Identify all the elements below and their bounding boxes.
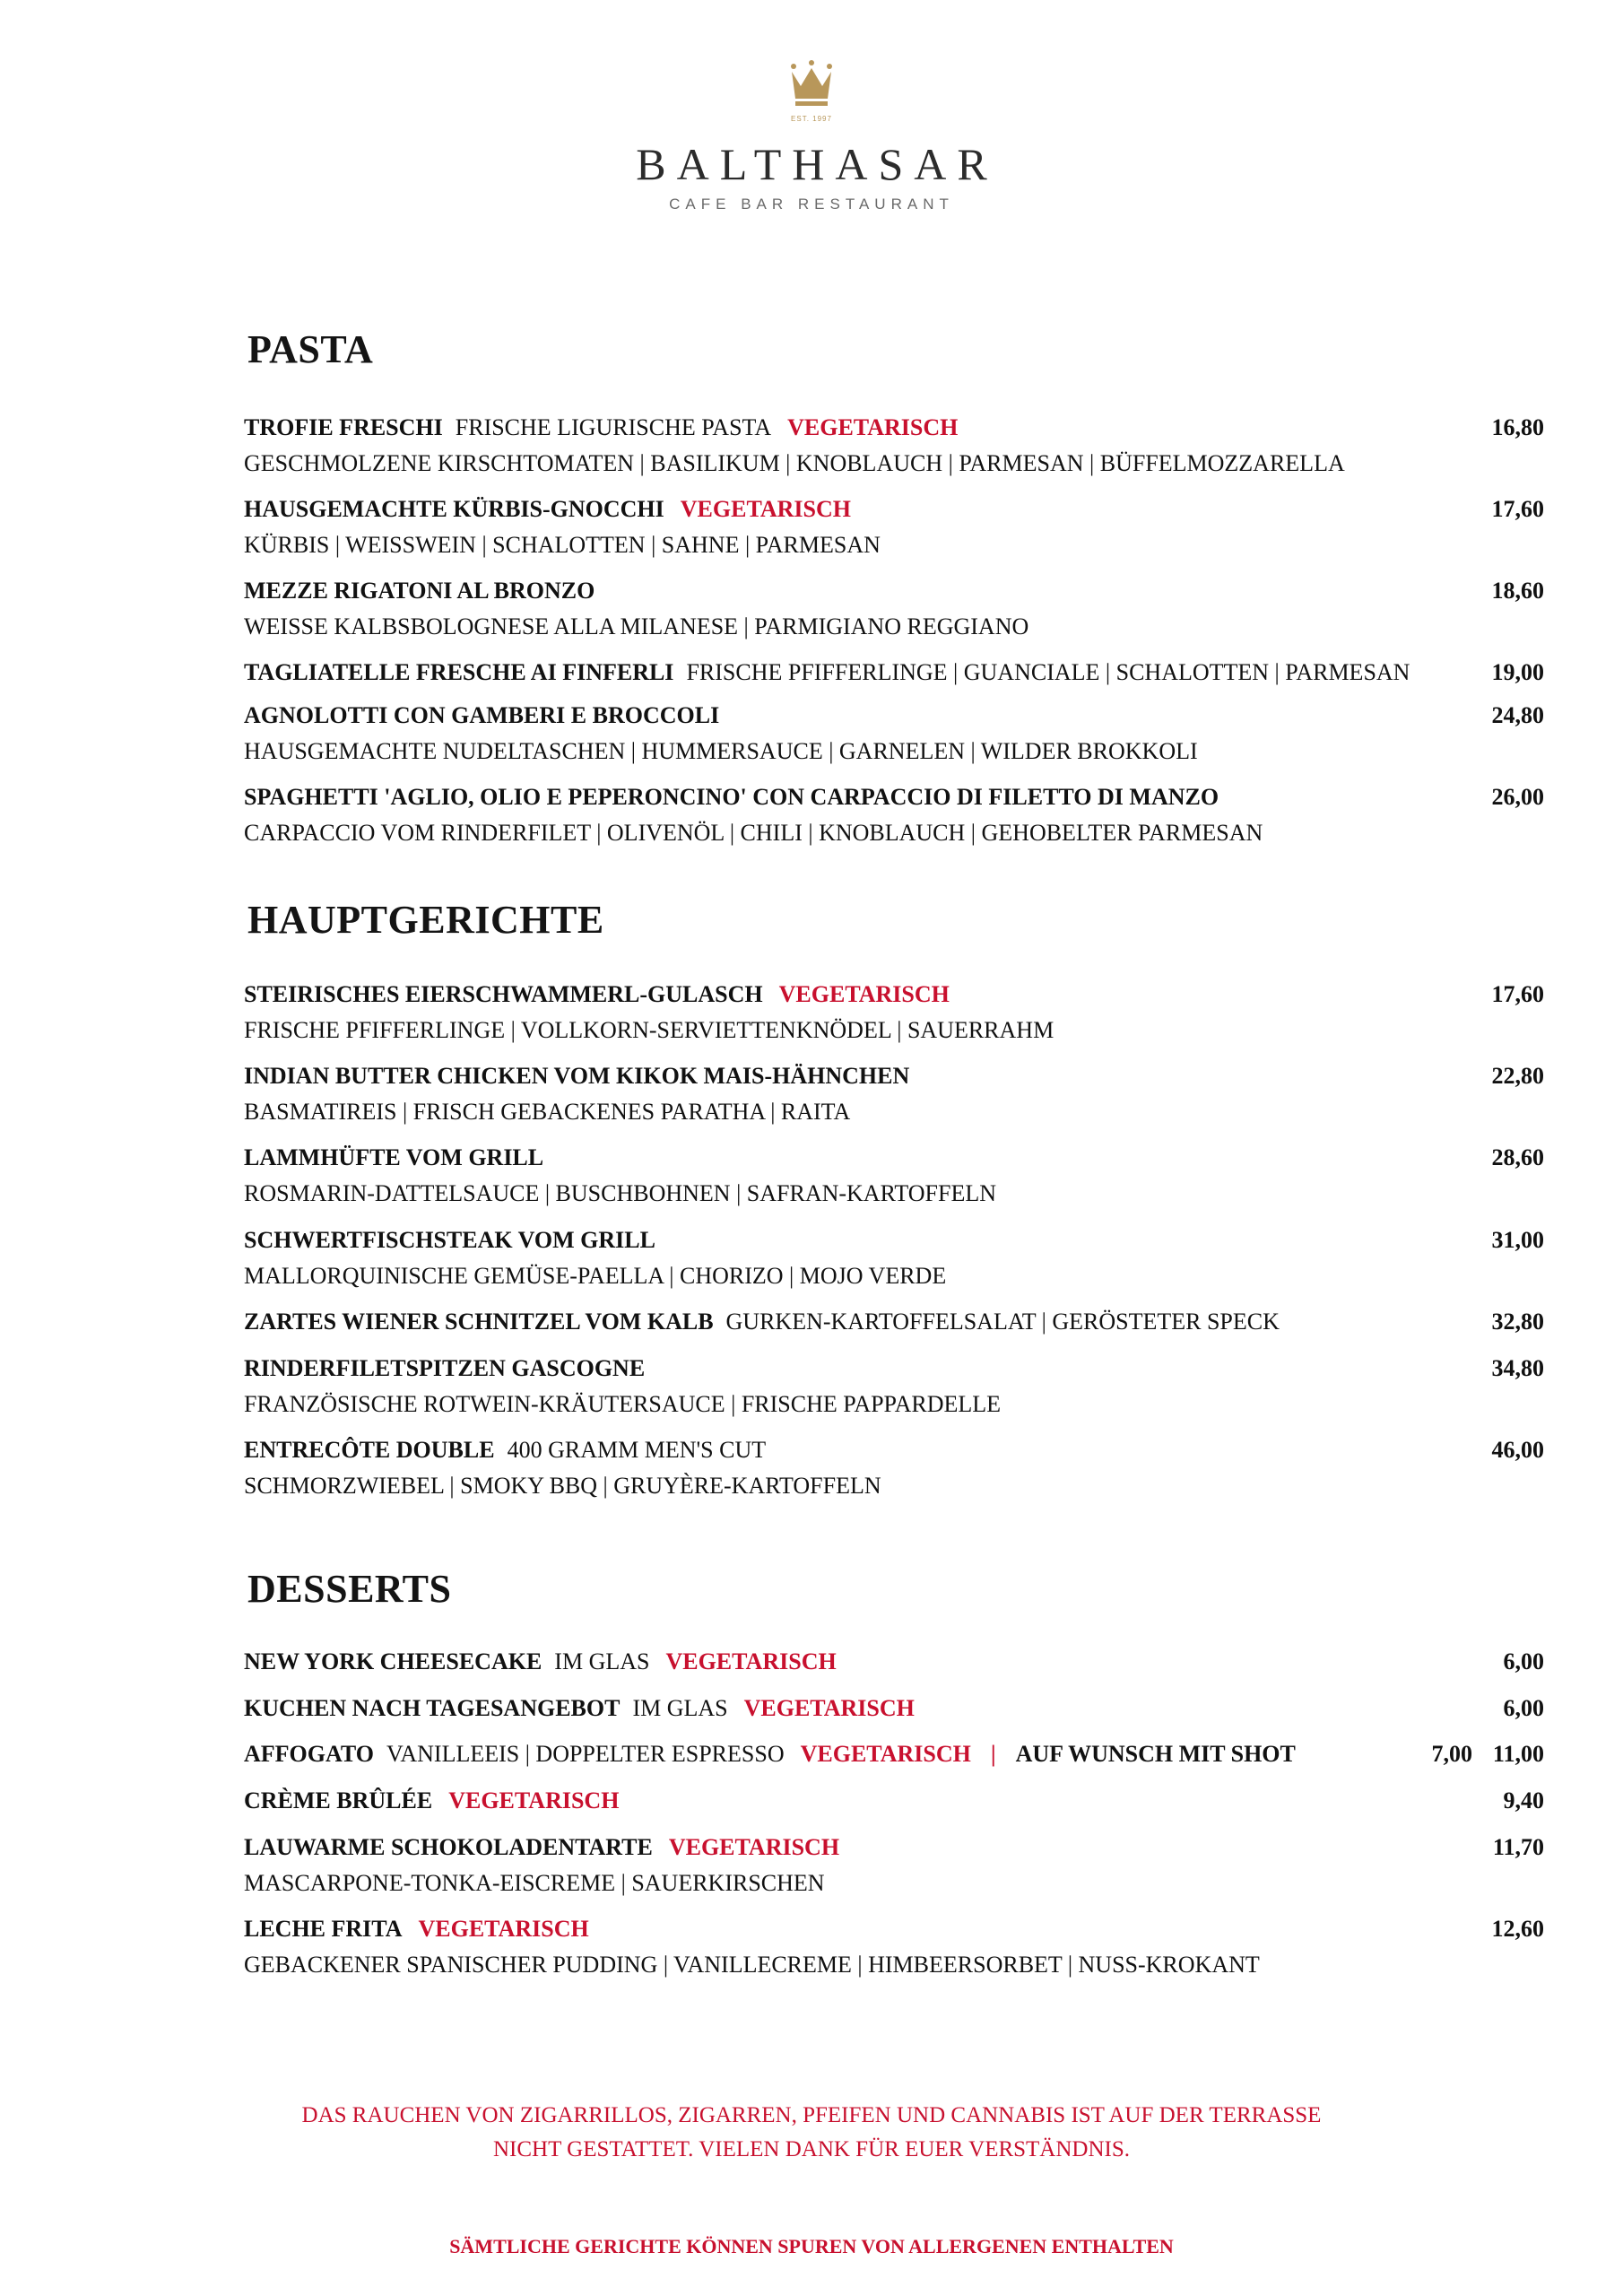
menu-item — [244, 413, 1544, 479]
item-desc: IM GLAS — [632, 1695, 728, 1721]
vegetarian-tag: VEGETARISCH — [680, 496, 852, 522]
item-details: GEBACKENER SPANISCHER PUDDING | VANILLECREME | HIMBEERSORBET | NUSS-KROKANT — [244, 1952, 1260, 1978]
item-price: 46,00 — [1491, 1437, 1544, 1463]
item-desc: GURKEN-KARTOFFELSALAT | GERÖSTETER SPECK — [725, 1309, 1280, 1335]
menu-item — [244, 576, 1544, 642]
menu-item — [244, 1143, 1544, 1209]
item-name: ZARTES WIENER SCHNITZEL VOM KALB — [244, 1309, 714, 1335]
separator: | — [990, 1741, 996, 1767]
est-year: EST. 1997 — [791, 115, 832, 123]
menu-item — [244, 1914, 1544, 1980]
item-price: 28,60 — [1491, 1144, 1544, 1170]
section-title-desserts: DESSERTS — [247, 1567, 452, 1611]
item-desc: FRISCHE LIGURISCHE PASTA — [455, 414, 772, 440]
item-price: 34,80 — [1491, 1355, 1544, 1381]
menu-item — [244, 494, 1544, 561]
item-price: 17,60 — [1491, 496, 1544, 522]
item-desc: VANILLEEIS | DOPPELTER ESPRESSO — [386, 1741, 785, 1767]
menu-item — [244, 1832, 1544, 1899]
item-price: 26,00 — [1491, 784, 1544, 810]
item-desc: FRISCHE PFIFFERLINGE | GUANCIALE | SCHALOTTEN | PARMESAN — [686, 659, 1410, 685]
item-price: 11,70 — [1492, 1834, 1544, 1860]
menu-item — [244, 1739, 1544, 1770]
item-details: CARPACCIO VOM RINDERFILET | OLIVENÖL | CHILI | KNOBLAUCH | GEHOBELTER PARMESAN — [244, 820, 1263, 846]
item-name: AGNOLOTTI CON GAMBERI E BROCCOLI — [244, 702, 720, 728]
item-details: WEISSE KALBSBOLOGNESE ALLA MILANESE | PARMIGIANO REGGIANO — [244, 613, 1029, 639]
menu-item — [244, 782, 1544, 848]
menu-item — [244, 1693, 1544, 1724]
item-price: 31,00 — [1491, 1227, 1544, 1253]
item-name: NEW YORK CHEESECAKE — [244, 1648, 542, 1674]
item-price: 17,60 — [1491, 981, 1544, 1007]
smoking-notice-line-2: NICHT GESTATTET. VIELEN DANK FÜR EUER VERSTÄNDNIS. — [492, 2137, 1131, 2161]
item-price: 11,00 — [1492, 1741, 1544, 1767]
item-name: STEIRISCHES EIERSCHWAMMERL-GULASCH — [244, 981, 763, 1007]
item-price: 22,80 — [1491, 1063, 1544, 1089]
item-price: 6,00 — [1503, 1648, 1544, 1674]
item-name: HAUSGEMACHTE KÜRBIS-GNOCCHI — [244, 496, 664, 522]
allergen-notice: SÄMTLICHE GERICHTE KÖNNEN SPUREN VON ALLERGENEN ENTHALTEN — [449, 2235, 1174, 2257]
item-price-without-shot: 7,00 — [1431, 1741, 1472, 1767]
item-price: 9,40 — [1503, 1787, 1544, 1813]
item-details: KÜRBIS | WEISSWEIN | SCHALOTTEN | SAHNE | PARMESAN — [244, 532, 881, 558]
item-details: MASCARPONE-TONKA-EISCREME | SAUERKIRSCHEN — [244, 1870, 825, 1896]
menu-item — [244, 979, 1544, 1046]
smoking-notice-line-1: DAS RAUCHEN VON ZIGARRILLOS, ZIGARREN, PFEIFEN UND CANNABIS IST AUF DER TERRASSE — [301, 2103, 1322, 2127]
item-name: INDIAN BUTTER CHICKEN VOM KIKOK MAIS-HÄHNCHEN — [244, 1063, 910, 1089]
item-name: LAMMHÜFTE VOM GRILL — [244, 1144, 544, 1170]
vegetarian-tag: VEGETARISCH — [800, 1741, 971, 1767]
item-details: BASMATIREIS | FRISCH GEBACKENES PARATHA | RAITA — [244, 1099, 851, 1125]
item-name: LAUWARME SCHOKOLADENTARTE — [244, 1834, 653, 1860]
smoking-notice — [0, 2099, 1623, 2167]
menu-item — [244, 1307, 1544, 1337]
item-price: 24,80 — [1491, 702, 1544, 728]
item-name: AFFOGATO — [244, 1741, 374, 1767]
item-price: 6,00 — [1503, 1695, 1544, 1721]
menu-item — [244, 1786, 1544, 1816]
menu-item — [244, 700, 1544, 767]
item-name: TAGLIATELLE FRESCHE AI FINFERLI — [244, 659, 674, 685]
item-name: ENTRECÔTE DOUBLE — [244, 1437, 495, 1463]
item-name: TROFIE FRESCHI — [244, 414, 443, 440]
section-title-hauptgerichte: HAUPTGERICHTE — [247, 898, 604, 942]
vegetarian-tag: VEGETARISCH — [665, 1648, 837, 1674]
item-price: 16,80 — [1491, 414, 1544, 440]
item-details: FRANZÖSISCHE ROTWEIN-KRÄUTERSAUCE | FRISCHE PAPPARDELLE — [244, 1391, 1002, 1417]
item-details: FRISCHE PFIFFERLINGE | VOLLKORN-SERVIETTENKNÖDEL | SAUERRAHM — [244, 1017, 1055, 1043]
vegetarian-tag: VEGETARISCH — [787, 414, 959, 440]
item-name: RINDERFILETSPITZEN GASCOGNE — [244, 1355, 646, 1381]
menu-item — [244, 657, 1544, 688]
vegetarian-tag: VEGETARISCH — [668, 1834, 840, 1860]
restaurant-header — [0, 59, 1623, 213]
crown-logo-icon — [788, 59, 835, 113]
section-title-pasta: PASTA — [247, 327, 374, 371]
item-details: MALLORQUINISCHE GEMÜSE-PAELLA | CHORIZO | MOJO VERDE — [244, 1263, 947, 1289]
item-price: 32,80 — [1491, 1309, 1544, 1335]
vegetarian-tag: VEGETARISCH — [743, 1695, 915, 1721]
item-details: ROSMARIN-DATTELSAUCE | BUSCHBOHNEN | SAFRAN-KARTOFFELN — [244, 1180, 997, 1206]
vegetarian-tag: VEGETARISCH — [448, 1787, 620, 1813]
item-price: 19,00 — [1491, 659, 1544, 685]
vegetarian-tag: VEGETARISCH — [418, 1916, 589, 1942]
vegetarian-tag: VEGETARISCH — [778, 981, 950, 1007]
item-price: 18,60 — [1491, 578, 1544, 604]
menu-item — [244, 1353, 1544, 1420]
menu-item — [244, 1435, 1544, 1501]
item-desc: IM GLAS — [554, 1648, 650, 1674]
item-name: KUCHEN NACH TAGESANGEBOT — [244, 1695, 621, 1721]
brand-name: BALTHASAR — [636, 139, 998, 189]
item-details: HAUSGEMACHTE NUDELTASCHEN | HUMMERSAUCE | GARNELEN | WILDER BROKKOLI — [244, 738, 1198, 764]
item-name: MEZZE RIGATONI AL BRONZO — [244, 578, 595, 604]
item-option: AUF WUNSCH MIT SHOT — [1015, 1741, 1296, 1767]
item-name: SCHWERTFISCHSTEAK VOM GRILL — [244, 1227, 655, 1253]
menu-item — [244, 1647, 1544, 1677]
item-name: CRÈME BRÛLÉE — [244, 1787, 433, 1813]
item-name: SPAGHETTI 'AGLIO, OLIO E PEPERONCINO' CON CARPACCIO DI FILETTO DI MANZO — [244, 784, 1219, 810]
item-price: 12,60 — [1491, 1916, 1544, 1942]
item-desc: 400 GRAMM MEN'S CUT — [507, 1437, 767, 1463]
item-details: SCHMORZWIEBEL | SMOKY BBQ | GRUYÈRE-KARTOFFELN — [244, 1473, 881, 1499]
item-details: GESCHMOLZENE KIRSCHTOMATEN | BASILIKUM | KNOBLAUCH | PARMESAN | BÜFFELMOZZARELLA — [244, 450, 1345, 476]
menu-item — [244, 1061, 1544, 1127]
brand-tagline: CAFE BAR RESTAURANT — [669, 196, 954, 213]
item-name: LECHE FRITA — [244, 1916, 403, 1942]
menu-item — [244, 1225, 1544, 1292]
